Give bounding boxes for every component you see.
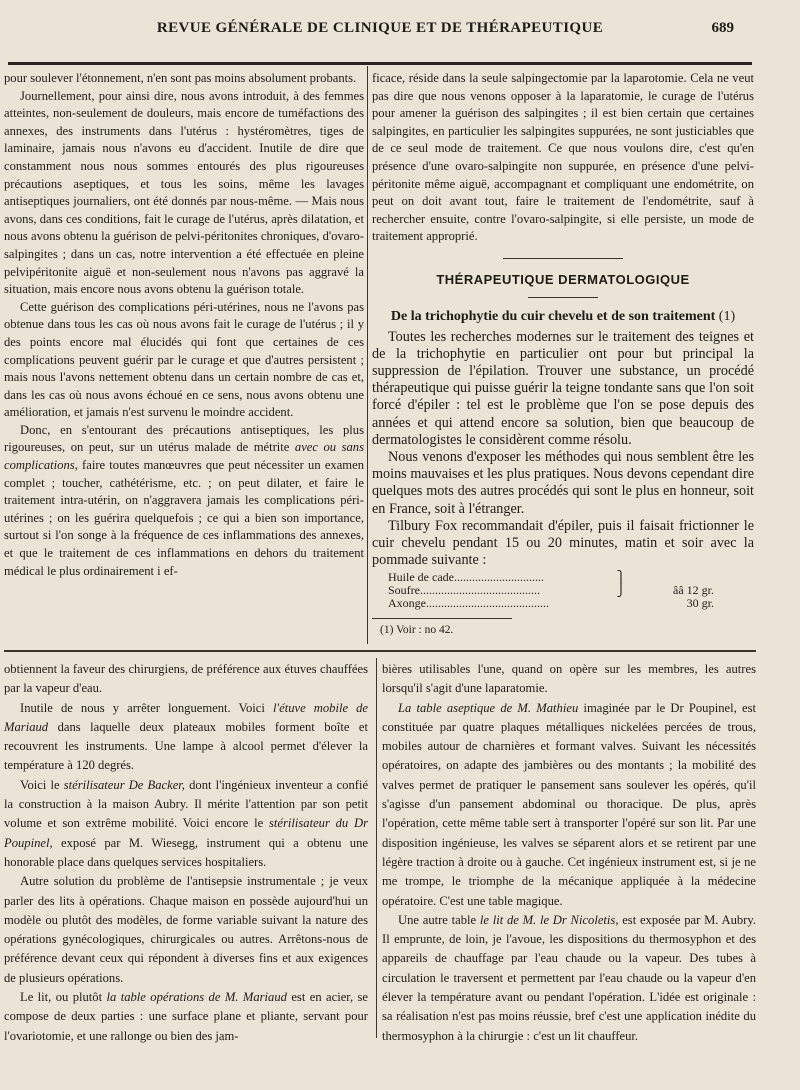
paragraph	[4, 422, 364, 580]
paragraph: ficace, réside dans la seule salpingectomie par la laparotomie. Cela ne veut pas dire que nous venons opposer à la laparatomie, le curage de l'utérus pour amener la guérison des salpingites ; il est bien certain que certaines salpingites, en particulier les salpingites suppurées, ne sont justiciables que de ce seul mode de traitement. Ce que nous voulons dire, c'est qu'en présence d'une ovaro-salpingite non suppurée, en présence d'une pelvi-péritonite même aiguë, accompagnant et compliquant une endométrite, on peut on doit avant tout, faire le traitement de l'endométrite, sauf à rechercher ensuite, contre l'ovaro-salpingite, si elle persiste, un mode de traitement approprié.	[372, 71, 754, 244]
text-run: Une autre table	[398, 912, 477, 927]
paragraph	[4, 988, 368, 1046]
column-divider	[376, 658, 377, 1038]
text-run: faire toutes manœuvres que peut nécessiter un examen complet ; toucher, cathétérisme, etc. ; on peut dilater, et faire le traitement intra-utérin, on n'aggravera jamais les complications péri-utérines ; on les guérira quelquefois ; ce qui a bien son importance, surtout si l'on songe à la fréquence de ces inflammations des annexes, et que le traitement de ces inflammations en dehors du traitement médical le plus ordinairement i ef-	[4, 458, 364, 578]
paragraph	[382, 699, 756, 911]
paragraph	[4, 776, 368, 872]
top-right-column	[372, 70, 754, 637]
paragraph: Nous venons d'exposer les méthodes qui nous semblent être les moins mauvaises et les plus pratiques. Nous devons cependant dire quelques mots des autres procédés qui sont le plus en honneur, soit en France, soit à l'étranger.	[372, 448, 754, 517]
paragraph: obtiennent la faveur des chirurgiens, de préférence aux étuves chauffées par la vapeur d'eau.	[4, 662, 368, 696]
text-run: Donc, en s'entourant des précautions antiseptiques, les plus rigoureuses, on peut, sur un utérus malade de métrite	[4, 422, 364, 455]
section-divider	[4, 650, 756, 652]
column-divider	[367, 66, 368, 644]
footnote-reference: (1)	[718, 308, 736, 324]
paragraph	[382, 911, 756, 1046]
brace: ⎫	[616, 570, 626, 585]
footnote-rule	[372, 618, 512, 619]
article-body	[372, 329, 754, 570]
bottom-left-column	[4, 660, 368, 1046]
emphasis: stérilisateur du Dr Poupinel,	[4, 816, 368, 850]
running-header: REVUE GÉNÉRALE DE CLINIQUE ET DE THÉRAPEUTIQUE	[156, 20, 604, 36]
brace: ⎭	[616, 583, 626, 598]
recipe-ingredient: Huile de cade..............................	[388, 570, 544, 585]
paragraph: Autre solution du problème de l'antisepsie instrumentale ; je veux parler des lits à opérations. Chaque maison en possède aujourd'hui un modèle ou plutôt des modèles, de forme variable suivant la nature des opérations gynécologiques, chirurgicales ou autres. Arrêtons-nous de préférence devant ceux qui répondent à diverses fins et aux exigences de plusieurs opérations.	[4, 874, 368, 985]
emphasis: le lit de M. le Dr Nicoletis,	[479, 912, 619, 927]
top-left-column	[4, 70, 364, 580]
recipe-row	[372, 597, 754, 610]
text-run: dans laquelle deux plateaux mobiles forment boîte et recouvrent les instruments. Une lampe à alcool permet d'élever la température à 120 degrés.	[4, 719, 368, 773]
article-title-text: De la trichophytie du cuir chevelu et de son traitement	[390, 308, 716, 324]
text-run: Inutile de nous y arrêter longuement. Voici	[20, 700, 265, 715]
brace	[613, 597, 629, 610]
footnote: (1) Voir : no 42.	[380, 624, 454, 637]
page-number: 689	[711, 20, 734, 36]
text-run: imaginée par le Dr Poupinel, est constituée par quatre plaques métalliques nickelées percées de trous, mobiles autour de charnières et formant valves. Suivant les nécessités opératoires, on adapte des jambières ou des montants ; la mobilité des valves permet de pratiquer le pansement sans soulever les opérés, qu'il s'agisse d'un pansement abdominal ou thoracique. De plus, après l'opération, cette même table sert à transporter l'opéré sur son lit. Par une disposition ingénieuse, les valves se séparent alors et se retirent par une légère traction à droite ou à gauche. Cet ingénieux instrument est, si je ne me trompe, le triomphe de la mécanique appliquée à la médecine opératoire. C'est une table magique.	[382, 700, 756, 908]
text-run: est exposée par M. Aubry. Il emprunte, de loin, je l'avoue, les dispositions du thermosyphon et des appareils de chauffage par l'eau chaude ou la vapeur. Des tubes à circulation le traversent et permettent par l'eau chaude ou la vapeur d'en élever la température avant ou pendant l'opération. L'idée est originale : sa réalisation n'est pas moins réussie, bref c'est une application inédite du thermosyphon à la chirurgie : c'est un lit chauffeur.	[382, 912, 756, 1043]
title-rule	[528, 297, 598, 298]
emphasis: l'étuve mobile de Mariaud	[4, 700, 368, 734]
text-run: exposé par M. Wiesegg, instrument qui a obtenu une honorable place dans quelques services hospitaliers.	[4, 835, 368, 869]
paragraph: pour soulever l'étonnement, n'en sont pas moins absolument probants.	[4, 71, 357, 85]
emphasis: stérilisateur De Backer,	[63, 777, 185, 792]
text-run: dont l'ingénieux inventeur a confié la construction à la maison Aubry. Il mérite l'attention par son petit volume et son extrême mobilité. Voici encore le	[4, 777, 369, 831]
paragraph: Toutes les recherches modernes sur le traitement des teignes et de la trichophytie en particulier ont pour but principal la suppression de l'épilation. Trouver une substance, un procédé thérapeutique qui puisse guérir la teigne tondante sans que l'on soit forcé d'épiler : tel est le problème que l'on se pose depuis des années et qui attend encore sa solution, bien que beaucoup de dermatologistes le considèrent comme résolu.	[372, 328, 754, 448]
recipe-ingredient: Soufre........................................	[388, 583, 540, 598]
paragraph: Cette guérison des complications péri-utérines, nous ne l'avons pas obtenue dans tous les cas où nous avons fait le curage de l'utérus ; il y des points encore mal élucidés qui font que certaines de ces complications peuvent guérir par le curage et que d'autres persistent ; mais nous l'avons nettement obtenu dans un certain nombre de cas et, dans les cas où nous avons échoué en ce sens, nous avons obtenu une amélioration, et jamais n'est survenu le moindre accident.	[4, 299, 364, 420]
emphasis: avec ou sans complications,	[4, 440, 364, 473]
recipe-quantity: 30 gr.	[686, 596, 714, 611]
recipe-ingredient: Axonge.........................................	[388, 596, 549, 611]
emphasis: La table aseptique de M. Mathieu	[398, 700, 579, 715]
text-run: Voici le	[20, 777, 60, 792]
text-run: est en acier, se compose de deux parties : une surface plane et pliante, servant pour l'ovariotomie, et une rallonge ou bien des jam-	[4, 990, 369, 1043]
paragraph: Tilbury Fox recommandait d'épiler, puis il faisait frictionner le cuir chevelu pendant 15 ou 20 minutes, matin et soir avec la pommade suivante :	[372, 517, 754, 569]
article-title	[372, 308, 754, 325]
text-run: Le lit, ou plutôt	[20, 990, 103, 1005]
recipe-table	[372, 571, 754, 610]
header-rule	[8, 62, 752, 65]
emphasis: la table opérations de M. Mariaud	[106, 990, 287, 1005]
recipe-quantity: ââ 12 gr.	[673, 583, 714, 598]
paragraph: Journellement, pour ainsi dire, nous avons introduit, à des femmes atteintes, non-seulement de douleurs, mais encore de tuméfactions des annexes, des instruments dans l'utérus : hystéromètres, tiges de laminaire, jamais nous n'avons eu d'accident. Inutile de dire que constamment nous nous sommes entourés des plus rigoureuses précautions aseptiques, et tous les soins, même les lavages antiseptiques journaliers, ont été donnés par nous-même. — Mais nous avons, dans ces conditions, fait le curage de l'utérus, après dilatation, et nous avons obtenu la guérison de pelvi-péritonites chroniques, d'ovaro-salpingites ; dans un cas, notre intervention a été effectuée en pleine pelvipéritonite aiguë et non-seulement nous n'avons pas aggravé la situation, mais encore nous avons obtenu la guérison totale.	[4, 88, 364, 297]
paragraph: bières utilisables l'une, quand on opère sur les membres, les autres lorsqu'il s'agit d'une laparatomie.	[382, 662, 756, 696]
separator-rule	[503, 258, 623, 259]
section-title: THÉRAPEUTIQUE DERMATOLOGIQUE	[436, 271, 690, 287]
bottom-right-column	[382, 660, 756, 1046]
paragraph	[4, 699, 368, 776]
